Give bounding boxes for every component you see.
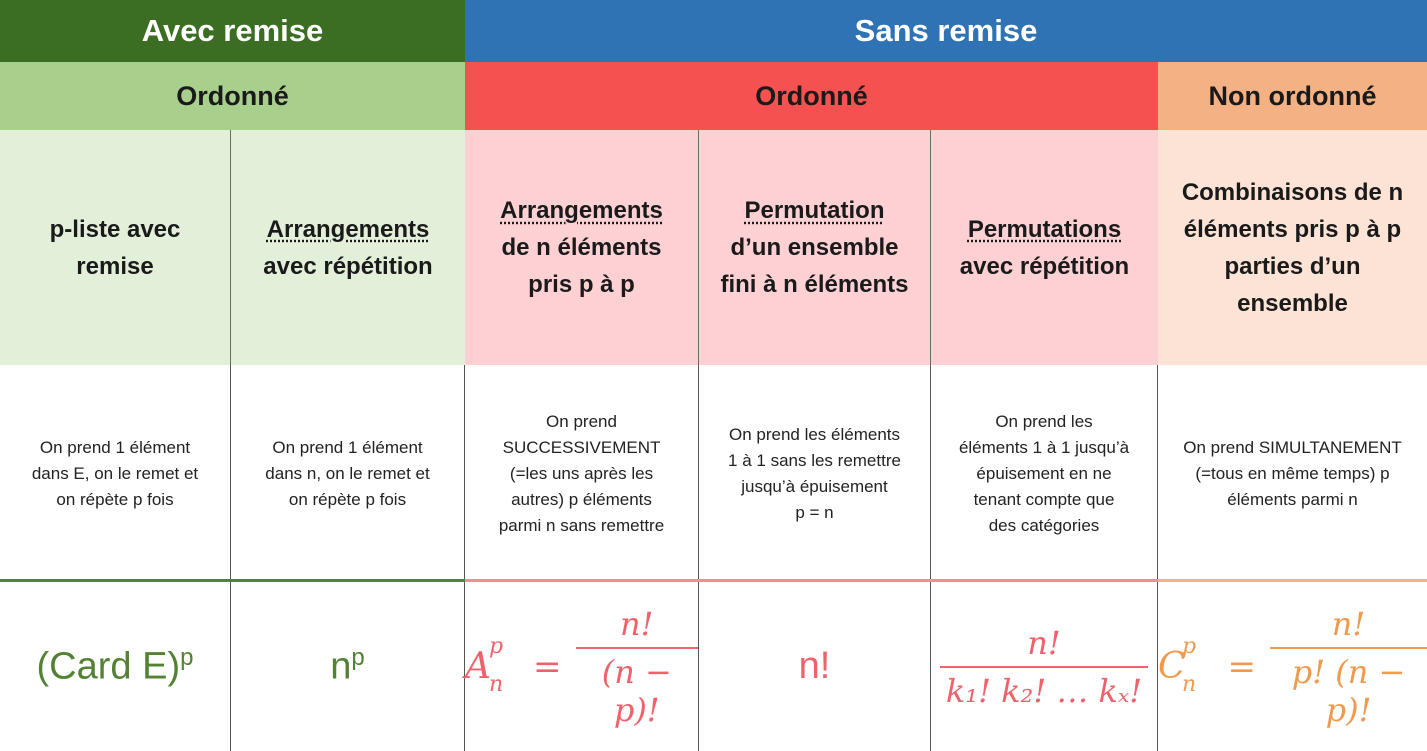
description-line: éléments 1 à 1 jusqu’à <box>958 437 1130 457</box>
name-line: éléments pris p à p <box>1183 215 1402 243</box>
subheader-avec-ordonne <box>0 62 465 130</box>
name-term: Arrangements <box>266 215 430 243</box>
formula-base: (Card E) <box>36 645 181 688</box>
symbol-sub: n <box>489 672 504 697</box>
subheader-avec-ordonne-label: Ordonné <box>176 80 289 111</box>
header-avec-remise <box>0 0 465 62</box>
description-line: On prend <box>546 411 617 431</box>
description-cell <box>0 365 231 582</box>
description-cell <box>231 365 465 582</box>
formula-exponent: p <box>351 644 365 672</box>
header-sans-remise <box>465 0 1427 62</box>
symbol-letter: A <box>465 646 491 687</box>
name-term: Arrangements <box>500 197 663 224</box>
name-line: p-liste avec <box>49 215 181 243</box>
header-avec-remise-label: Avec remise <box>141 13 324 48</box>
name-term: Permutation <box>744 197 885 224</box>
numerator: n! <box>1027 623 1061 662</box>
formula-combinaison <box>1158 582 1427 751</box>
description-line: On prend les éléments <box>728 424 901 444</box>
formula-symbol-c <box>1158 634 1214 697</box>
description-line: dans n, on le remet et <box>265 463 430 483</box>
name-line: ensemble <box>1237 289 1348 317</box>
subheader-sans-ordonne <box>465 62 1158 130</box>
description-line: jusqu’à épuisement <box>741 476 888 496</box>
name-cell-arrangements-repetition <box>231 130 465 365</box>
name-line: Combinaisons de n <box>1181 178 1404 206</box>
description-line: (=les uns après les <box>509 463 654 483</box>
symbol-sup: p <box>1182 634 1197 659</box>
formula-symbol-a <box>465 634 519 697</box>
formula-base: n <box>330 645 352 688</box>
description-line: on répète p fois <box>56 489 174 509</box>
description-line: (=tous en même temps) p <box>1195 463 1390 483</box>
subheader-non-ordonne <box>1158 62 1427 130</box>
description-line: tenant compte que <box>973 489 1115 509</box>
description-line: 1 à 1 sans les remettre <box>728 450 901 470</box>
name-line: pris p à p <box>528 271 635 298</box>
name-cell-combinaisons <box>1158 130 1427 365</box>
description-line: SUCCESSIVEMENT <box>502 437 661 457</box>
description-line: on répète p fois <box>288 489 407 509</box>
formula-n-power-p <box>231 582 465 751</box>
equals-sign: = <box>533 646 562 687</box>
description-line: On prend 1 élément <box>272 437 423 457</box>
name-line: avec répétition <box>959 252 1130 280</box>
name-cell-p-liste <box>0 130 231 365</box>
description-line: autres) p éléments <box>511 489 652 509</box>
denominator: (n − p)! <box>576 647 699 729</box>
name-cell-permutation <box>699 130 931 365</box>
name-line: de n éléments <box>501 234 662 261</box>
header-sans-remise-label: Sans remise <box>854 13 1038 48</box>
description-cell <box>699 365 931 582</box>
denominator: k₁! k₂! … kₓ! <box>940 666 1148 710</box>
formula-exponent: p <box>180 644 194 672</box>
formula-permutation-repetition <box>931 582 1158 751</box>
name-line: parties d’un <box>1224 252 1361 280</box>
equals-sign: = <box>1227 646 1257 687</box>
fraction <box>940 624 1148 710</box>
description-cell <box>465 365 699 582</box>
formula-text: n! <box>798 645 831 687</box>
denominator: p! (n − p)! <box>1270 647 1427 729</box>
symbol-sup: p <box>489 634 504 659</box>
description-line: On prend SIMULTANEMENT <box>1183 437 1402 457</box>
subheader-non-ordonne-label: Non ordonné <box>1208 80 1377 111</box>
description-line: éléments parmi n <box>1227 489 1358 509</box>
description-line: des catégories <box>988 515 1100 535</box>
numerator: n! <box>620 604 654 643</box>
description-cell <box>931 365 1158 582</box>
description-line: On prend 1 élément <box>39 437 191 457</box>
name-line: fini à n éléments <box>720 271 909 298</box>
formula-permutation <box>699 582 931 751</box>
description-line: parmi n sans remettre <box>498 515 665 535</box>
name-line: remise <box>76 252 154 280</box>
formula-card-e-power-p <box>0 582 231 751</box>
symbol-sub: n <box>1182 672 1197 697</box>
name-term: Permutations <box>967 215 1122 243</box>
fraction <box>1270 605 1427 729</box>
description-line: dans E, on le remet et <box>31 463 199 483</box>
numerator: n! <box>1331 604 1366 643</box>
name-line: avec répétition <box>263 252 433 280</box>
description-line: p = n <box>795 502 834 522</box>
fraction <box>576 605 699 729</box>
formula-arrangement <box>465 582 699 751</box>
description-line: On prend les <box>995 411 1093 431</box>
name-cell-arrangements <box>465 130 699 365</box>
symbol-letter: C <box>1158 646 1186 687</box>
subheader-sans-ordonne-label: Ordonné <box>755 80 868 111</box>
description-cell <box>1158 365 1427 582</box>
name-cell-permutations-repetition <box>931 130 1158 365</box>
name-line: d’un ensemble <box>730 234 899 261</box>
description-line: épuisement en ne <box>976 463 1112 483</box>
